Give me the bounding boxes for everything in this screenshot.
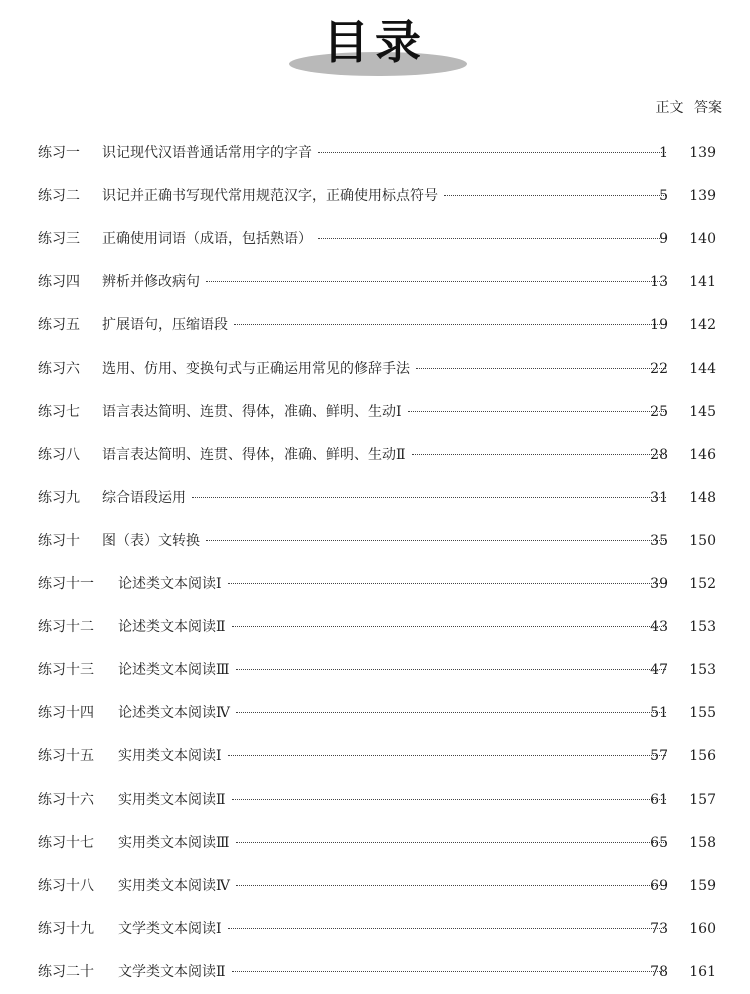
toc-entry-number: 练习十三 xyxy=(38,662,94,679)
toc-entry-answer-page: 150 xyxy=(689,532,716,549)
toc-entry-page: 1 xyxy=(659,145,668,161)
column-label-answers: 答案 xyxy=(694,100,722,116)
toc-entry-number: 练习四 xyxy=(38,274,80,291)
toc-entry-number: 练习九 xyxy=(38,489,80,506)
toc-entry-page: 31 xyxy=(650,489,668,506)
toc-entry-title: 综合语段运用 xyxy=(102,489,186,506)
toc-entry-title-line xyxy=(118,658,672,682)
toc-entry[interactable] xyxy=(0,357,750,381)
toc-entry[interactable] xyxy=(0,486,750,510)
toc-entry-number: 练习二 xyxy=(38,188,80,205)
toc-entry-number: 练习十四 xyxy=(38,705,94,722)
toc-entry[interactable] xyxy=(0,701,750,725)
toc-entry-title: 实用类文本阅读Ⅲ xyxy=(118,834,230,851)
dot-leader xyxy=(412,453,666,455)
dot-leader xyxy=(234,323,666,325)
toc-entry-title: 实用类文本阅读Ⅳ xyxy=(118,877,230,894)
toc-entry-page: 9 xyxy=(659,231,668,248)
toc-entry-answer-page: 139 xyxy=(689,188,716,205)
dot-leader xyxy=(206,280,666,282)
dot-leader xyxy=(228,927,666,929)
toc-entry-title-line xyxy=(102,270,672,294)
toc-entry[interactable] xyxy=(0,184,750,208)
dot-leader xyxy=(228,582,666,584)
toc-entry-answer-page: 148 xyxy=(689,489,716,506)
toc-entry-number: 练习六 xyxy=(38,360,80,377)
toc-entry-title: 语言表达简明、连贯、得体，准确、鲜明、生动Ⅰ xyxy=(102,403,402,420)
toc-entry-title-line xyxy=(102,443,672,467)
toc-entry[interactable] xyxy=(0,960,750,984)
dot-leader xyxy=(236,841,666,843)
toc-entry-answer-page: 157 xyxy=(689,791,716,808)
toc-entry[interactable] xyxy=(0,658,750,682)
toc-entry-title-line xyxy=(118,788,672,812)
toc-entry[interactable] xyxy=(0,744,750,768)
toc-entry-page: 69 xyxy=(650,877,668,894)
toc-entry-answer-page: 140 xyxy=(689,231,716,248)
toc-entry-title-line xyxy=(102,227,672,251)
toc-entry-answer-page: 161 xyxy=(689,963,716,980)
column-label-text: 正文 xyxy=(655,100,684,116)
toc-entry-title-line xyxy=(118,874,672,898)
page-header xyxy=(0,0,750,90)
toc-entry[interactable] xyxy=(0,831,750,855)
dot-leader xyxy=(318,237,666,239)
toc-entry-answer-page: 141 xyxy=(689,274,716,291)
dot-leader xyxy=(232,625,666,627)
dot-leader xyxy=(232,798,666,800)
toc-entry-title-line xyxy=(102,486,672,510)
toc-entry-title: 选用、仿用、变换句式与正确运用常见的修辞手法 xyxy=(102,360,410,377)
dot-leader xyxy=(416,367,666,369)
toc-entry-title: 论述类文本阅读Ⅲ xyxy=(118,662,230,679)
toc-entry-page: 5 xyxy=(659,188,668,205)
toc-entry[interactable] xyxy=(0,443,750,467)
toc-entry-title: 论述类文本阅读Ⅱ xyxy=(118,619,226,636)
dot-leader xyxy=(444,194,666,196)
toc-entry-title: 图（表）文转换 xyxy=(102,532,200,549)
toc-entry-title-line xyxy=(102,313,672,337)
toc-entry[interactable] xyxy=(0,572,750,596)
toc-entry-page: 73 xyxy=(650,920,668,937)
toc-entry-page: 13 xyxy=(650,274,668,291)
toc-entry-title-line xyxy=(102,184,672,208)
toc-entry-number: 练习八 xyxy=(38,446,80,463)
toc-entry-answer-page: 156 xyxy=(689,748,716,765)
toc-entry-page: 22 xyxy=(650,360,668,377)
toc-entry[interactable] xyxy=(0,400,750,424)
toc-entry[interactable] xyxy=(0,227,750,251)
toc-entry-page: 47 xyxy=(650,662,668,679)
toc-entry-page: 78 xyxy=(650,963,668,980)
dot-leader xyxy=(236,668,666,670)
toc-entry-title: 语言表达简明、连贯、得体，准确、鲜明、生动Ⅱ xyxy=(102,446,406,463)
toc-entry-page: 65 xyxy=(650,834,668,851)
toc-entry-title-line xyxy=(102,400,672,424)
toc-entry-page: 57 xyxy=(650,748,668,765)
toc-entry-answer-page: 159 xyxy=(689,877,716,894)
dot-leader xyxy=(228,754,666,756)
toc-entry-answer-page: 152 xyxy=(689,576,716,592)
dot-leader xyxy=(236,884,666,886)
toc-entry-title: 论述类文本阅读Ⅳ xyxy=(118,705,230,722)
toc-entry-page: 39 xyxy=(650,576,668,592)
toc-entry-page: 19 xyxy=(650,317,668,334)
toc-entry-title-line xyxy=(102,141,672,165)
toc-entry-number: 练习十五 xyxy=(38,748,94,765)
toc-entry-answer-page: 158 xyxy=(689,834,716,851)
toc-entry-title: 实用类文本阅读Ⅰ xyxy=(118,748,222,765)
toc-entry-title-line xyxy=(118,744,672,768)
toc-entry-number: 练习十一 xyxy=(38,576,94,592)
toc-entry-title-line xyxy=(118,615,672,639)
toc-entry-answer-page: 160 xyxy=(689,920,716,937)
toc-entry-answer-page: 146 xyxy=(689,446,716,463)
toc-entry-title-line xyxy=(118,572,672,596)
toc-entry-title: 实用类文本阅读Ⅱ xyxy=(118,791,226,808)
toc-entry-answer-page: 153 xyxy=(689,619,716,636)
toc-entry-page: 43 xyxy=(650,619,668,636)
toc-entry-number: 练习十二 xyxy=(38,619,94,636)
dot-leader xyxy=(318,151,666,153)
toc-entry[interactable] xyxy=(0,874,750,898)
toc-entry-answer-page: 145 xyxy=(689,403,716,420)
toc-entry-title: 识记现代汉语普通话常用字的字音 xyxy=(102,145,312,161)
toc-entry-title-line xyxy=(118,960,672,984)
toc-entry-number: 练习一 xyxy=(38,145,80,161)
toc-entry-number: 练习十九 xyxy=(38,920,94,937)
toc-entry[interactable] xyxy=(0,788,750,812)
toc-entry-title: 辨析并修改病句 xyxy=(102,274,200,291)
toc-entry-page: 51 xyxy=(650,705,668,722)
dot-leader xyxy=(232,970,666,972)
toc-entry[interactable] xyxy=(0,141,750,165)
toc-entry[interactable] xyxy=(0,313,750,337)
toc-entry[interactable] xyxy=(0,270,750,294)
toc-entry-title-line xyxy=(118,917,672,941)
dot-leader xyxy=(408,410,666,412)
toc-entry-number: 练习七 xyxy=(38,403,80,420)
toc-entry-number: 练习二十 xyxy=(38,963,94,980)
toc-entry[interactable] xyxy=(0,529,750,553)
toc-entry-answer-page: 144 xyxy=(689,360,716,377)
column-labels xyxy=(656,97,722,117)
dot-leader xyxy=(206,539,666,541)
toc-entry-answer-page: 153 xyxy=(689,662,716,679)
toc-entry-number: 练习十六 xyxy=(38,791,94,808)
toc-entry-page: 35 xyxy=(650,532,668,549)
toc-entry-title: 识记并正确书写现代常用规范汉字，正确使用标点符号 xyxy=(102,188,438,205)
toc-entry-number: 练习十八 xyxy=(38,877,94,894)
toc-entry-title: 正确使用词语（成语，包括熟语） xyxy=(102,231,312,248)
toc-entry-number: 练习五 xyxy=(38,317,80,334)
toc-entry-title: 论述类文本阅读Ⅰ xyxy=(118,576,222,592)
toc-entry-page: 61 xyxy=(650,791,668,808)
toc-entry-answer-page: 139 xyxy=(689,145,716,161)
toc-entry-answer-page: 155 xyxy=(689,705,716,722)
toc-entry-page: 25 xyxy=(650,403,668,420)
toc-entry-title-line xyxy=(118,701,672,725)
dot-leader xyxy=(236,711,666,713)
toc-entry-answer-page: 142 xyxy=(689,317,716,334)
toc-entry-title-line xyxy=(102,529,672,553)
toc-entry[interactable] xyxy=(0,615,750,639)
toc-entry-number: 练习三 xyxy=(38,231,80,248)
page-title: 目录 xyxy=(323,15,427,69)
toc-entry-page: 28 xyxy=(650,446,668,463)
dot-leader xyxy=(192,496,666,498)
toc-entry-title: 文学类文本阅读Ⅰ xyxy=(118,920,222,937)
toc-entry-title: 文学类文本阅读Ⅱ xyxy=(118,963,226,980)
toc-entry-title-line xyxy=(102,357,672,381)
toc-entry-number: 练习十七 xyxy=(38,834,94,851)
toc-entry-title-line xyxy=(118,831,672,855)
toc-entry-title: 扩展语句，压缩语段 xyxy=(102,317,228,334)
toc-entry[interactable] xyxy=(0,917,750,941)
toc-entry-number: 练习十 xyxy=(38,532,80,549)
